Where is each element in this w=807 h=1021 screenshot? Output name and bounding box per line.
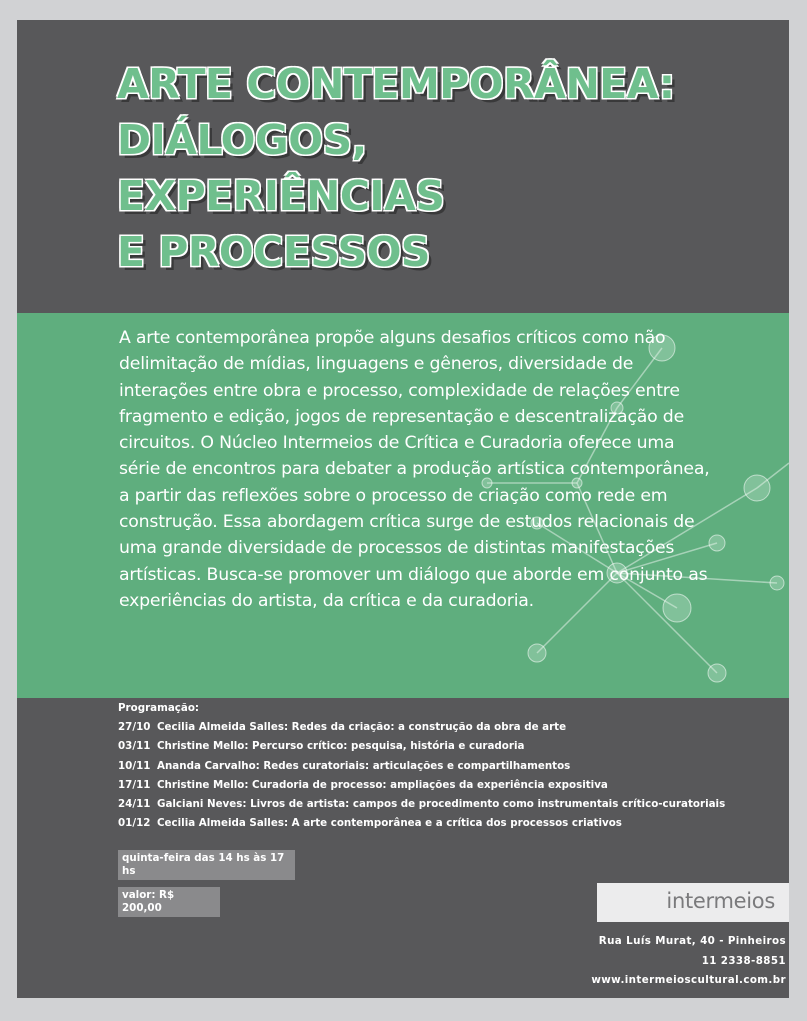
program-item xyxy=(118,718,758,737)
program-heading: Programação: xyxy=(118,702,200,714)
contact-phone: 11 2338-8851 xyxy=(701,954,786,967)
program-text: Christine Mello: Curadoria de processo: ampliações da experiência expositiva xyxy=(157,778,608,791)
intermeios-logo xyxy=(597,883,789,922)
contact-website[interactable]: www.intermeioscultural.com.br xyxy=(591,974,786,986)
program-item xyxy=(118,814,758,833)
program-date: 01/12 xyxy=(118,817,151,830)
logo-text: intermeios xyxy=(666,889,775,913)
program-item xyxy=(118,737,758,756)
contact-block xyxy=(591,932,786,991)
title-line: EXPERIÊNCIAS xyxy=(117,172,445,220)
program-date: 03/11 xyxy=(118,740,151,753)
program-item xyxy=(118,776,758,795)
program-section xyxy=(118,698,758,834)
contact-address: Rua Luís Murat, 40 - Pinheiros xyxy=(598,935,786,947)
program-list xyxy=(118,718,758,834)
intro-band xyxy=(17,313,789,698)
program-text: Christine Mello: Percurso crítico: pesquisa, história e curadoria xyxy=(157,740,525,753)
title-line: DIÁLOGOS, xyxy=(117,116,367,164)
program-text: Galciani Neves: Livros de artista: campos de procedimento como instrumentais crítico-curatoriais xyxy=(157,798,726,811)
program-item xyxy=(118,795,758,814)
poster-title xyxy=(117,56,675,280)
price-tag: valor: R$ 200,00 xyxy=(118,887,220,917)
program-date: 10/11 xyxy=(118,759,151,772)
intro-text: A arte contemporânea propõe alguns desafios críticos como não delimitação de mídias, linguagens e gêneros, diversidade de interações entre obra e processo, complexidade de relações entre fragmento e edição, jogos de representação e descentralização de circuitos. O Núcleo Intermeios de Crítica e Curadoria oferece uma série de encontros para debater a produção artística contemporânea, a partir das reflexões sobre o processo de criação como rede em construção. Essa abordagem crítica surge de estudos relacionais de uma grande diversidade de processos de distintas manifestações artísticas. Busca-se promover um diálogo que aborde em conjunto as experiências do artista, da crítica e da curadoria. xyxy=(119,328,710,611)
program-date: 27/10 xyxy=(118,721,151,733)
program-date: 24/11 xyxy=(118,798,151,811)
program-text: Cecilia Almeida Salles: Redes da criação: a construção da obra de arte xyxy=(157,721,567,733)
program-text: Cecilia Almeida Salles: A arte contemporânea e a crítica dos processos criativos xyxy=(157,817,622,830)
program-date: 17/11 xyxy=(118,778,151,791)
program-text: Ananda Carvalho: Redes curatoriais: articulações e compartilhamentos xyxy=(157,759,571,772)
program-item xyxy=(118,757,758,776)
title-line: ARTE CONTEMPORÂNEA: xyxy=(117,60,675,108)
title-line: E PROCESSOS xyxy=(117,228,430,276)
schedule-tag: quinta-feira das 14 hs às 17 hs xyxy=(118,850,295,880)
poster-panel xyxy=(17,20,789,998)
